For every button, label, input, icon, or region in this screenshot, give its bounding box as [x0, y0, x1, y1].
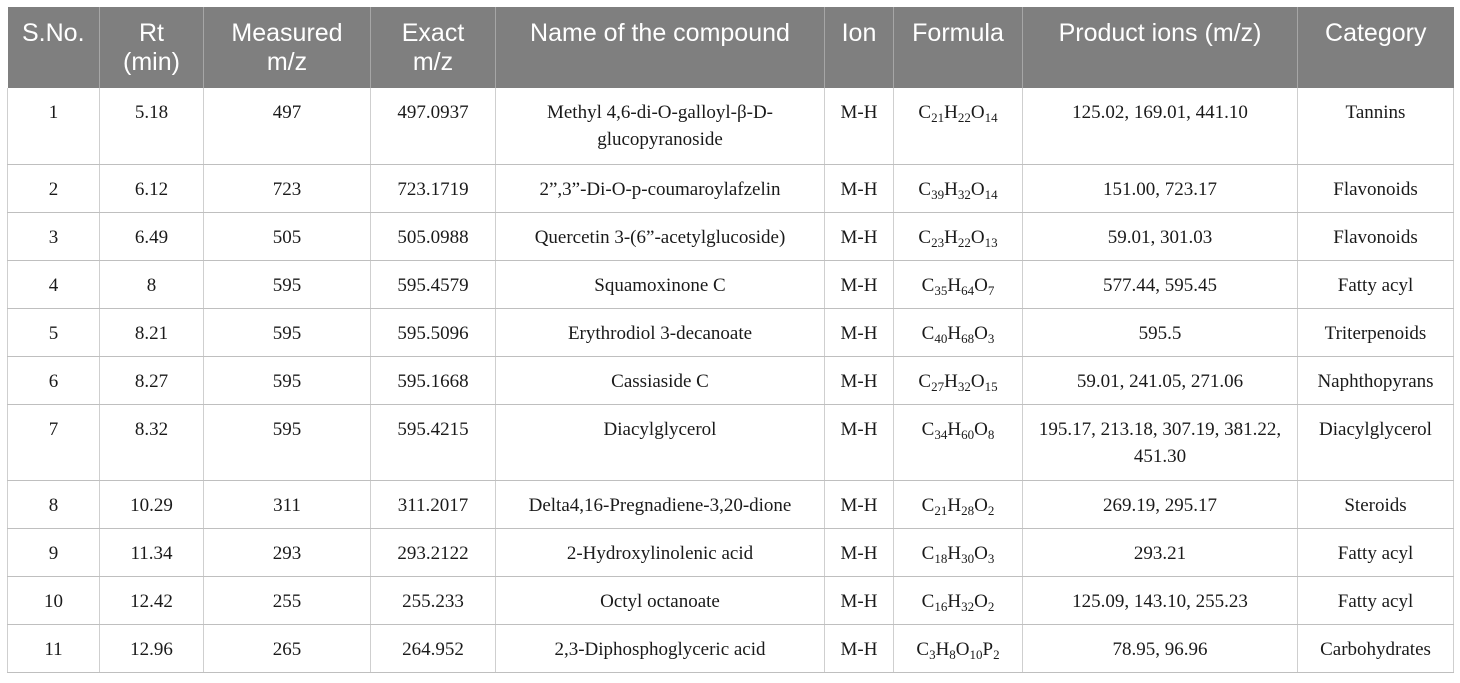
cell-measured: 265: [204, 624, 371, 672]
cell-formula: $C_{16}H_{32}O_2$: [894, 576, 1023, 624]
table-body: [8, 88, 1454, 672]
cell-name: Delta4,16-Pregnadiene-3,20-dione: [496, 480, 825, 528]
col-header-rt: [100, 7, 204, 88]
col-header-exact-line2: m/z: [412, 48, 454, 76]
cell-formula: $C_{39}H_{32}O_{14}$: [894, 164, 1023, 212]
cell-product: 151.00, 723.17: [1023, 164, 1298, 212]
cell-name: 2,3-Diphosphoglyceric acid: [496, 624, 825, 672]
cell-formula: $C_{27}H_{32}O_{15}$: [894, 356, 1023, 404]
cell-ion: M-H: [825, 260, 894, 308]
cell-measured: 595: [204, 260, 371, 308]
cell-exact: 264.952: [371, 624, 496, 672]
cell-category: Steroids: [1298, 480, 1454, 528]
cell-rt: 12.42: [100, 576, 204, 624]
col-header-product: Product ions (m/z): [1023, 7, 1298, 88]
cell-product: 125.02, 169.01, 441.10: [1023, 88, 1298, 164]
table-row: [8, 480, 1454, 528]
cell-measured: 497: [204, 88, 371, 164]
cell-sno: 5: [8, 308, 100, 356]
cell-ion: M-H: [825, 212, 894, 260]
table-row: [8, 88, 1454, 164]
col-header-sno: S.No.: [8, 7, 100, 88]
cell-ion: M-H: [825, 404, 894, 480]
cell-product: 78.95, 96.96: [1023, 624, 1298, 672]
cell-exact: 595.1668: [371, 356, 496, 404]
cell-exact: 723.1719: [371, 164, 496, 212]
cell-ion: M-H: [825, 528, 894, 576]
cell-measured: 595: [204, 356, 371, 404]
cell-sno: 8: [8, 480, 100, 528]
cell-category: Diacylglycerol: [1298, 404, 1454, 480]
cell-product: 195.17, 213.18, 307.19, 381.22, 451.30: [1023, 404, 1298, 480]
col-header-name: Name of the compound: [496, 7, 825, 88]
cell-category: Flavonoids: [1298, 212, 1454, 260]
table-row: [8, 624, 1454, 672]
col-header-measured-line2: m/z: [266, 48, 308, 76]
table-row: [8, 576, 1454, 624]
table-row: [8, 308, 1454, 356]
cell-category: Fatty acyl: [1298, 260, 1454, 308]
col-header-ion: Ion: [825, 7, 894, 88]
cell-name: 2”,3”-Di-O-p-coumaroylafzelin: [496, 164, 825, 212]
cell-rt: 8: [100, 260, 204, 308]
cell-product: 269.19, 295.17: [1023, 480, 1298, 528]
cell-ion: M-H: [825, 356, 894, 404]
cell-category: Flavonoids: [1298, 164, 1454, 212]
cell-name: Squamoxinone C: [496, 260, 825, 308]
col-header-measured-line1: Measured: [231, 19, 343, 47]
cell-product: 577.44, 595.45: [1023, 260, 1298, 308]
cell-exact: 595.4579: [371, 260, 496, 308]
cell-exact: 595.5096: [371, 308, 496, 356]
col-header-formula: Formula: [894, 7, 1023, 88]
cell-rt: 8.32: [100, 404, 204, 480]
cell-rt: 10.29: [100, 480, 204, 528]
cell-exact: 293.2122: [371, 528, 496, 576]
cell-name: Octyl octanoate: [496, 576, 825, 624]
cell-measured: 595: [204, 404, 371, 480]
cell-measured: 255: [204, 576, 371, 624]
cell-product: 59.01, 301.03: [1023, 212, 1298, 260]
cell-product: 125.09, 143.10, 255.23: [1023, 576, 1298, 624]
cell-ion: M-H: [825, 164, 894, 212]
col-header-rt-line1: Rt: [139, 19, 164, 47]
cell-sno: 2: [8, 164, 100, 212]
cell-category: Fatty acyl: [1298, 576, 1454, 624]
cell-measured: 595: [204, 308, 371, 356]
table-row: [8, 260, 1454, 308]
cell-formula: $C_{18}H_{30}O_3$: [894, 528, 1023, 576]
cell-sno: 9: [8, 528, 100, 576]
cell-measured: 723: [204, 164, 371, 212]
cell-exact: 497.0937: [371, 88, 496, 164]
cell-category: Carbohydrates: [1298, 624, 1454, 672]
cell-rt: 8.21: [100, 308, 204, 356]
cell-sno: 1: [8, 88, 100, 164]
cell-name: Erythrodiol 3-decanoate: [496, 308, 825, 356]
cell-sno: 4: [8, 260, 100, 308]
table-row: [8, 212, 1454, 260]
col-header-exact: [371, 7, 496, 88]
cell-ion: M-H: [825, 88, 894, 164]
cell-rt: 11.34: [100, 528, 204, 576]
cell-ion: M-H: [825, 576, 894, 624]
cell-rt: 5.18: [100, 88, 204, 164]
table-row: [8, 164, 1454, 212]
cell-formula: $C_{40}H_{68}O_3$: [894, 308, 1023, 356]
cell-product: 59.01, 241.05, 271.06: [1023, 356, 1298, 404]
cell-ion: M-H: [825, 308, 894, 356]
cell-ion: M-H: [825, 624, 894, 672]
cell-name: Methyl 4,6-di-O-galloyl-β-D-glucopyranoside: [496, 88, 825, 164]
cell-name: 2-Hydroxylinolenic acid: [496, 528, 825, 576]
cell-sno: 11: [8, 624, 100, 672]
cell-rt: 8.27: [100, 356, 204, 404]
cell-formula: $C_3H_8O_{10}P_2$: [894, 624, 1023, 672]
cell-category: Triterpenoids: [1298, 308, 1454, 356]
cell-category: Naphthopyrans: [1298, 356, 1454, 404]
table-row: [8, 528, 1454, 576]
cell-exact: 255.233: [371, 576, 496, 624]
cell-measured: 505: [204, 212, 371, 260]
cell-name: Diacylglycerol: [496, 404, 825, 480]
cell-sno: 7: [8, 404, 100, 480]
cell-exact: 595.4215: [371, 404, 496, 480]
cell-category: Fatty acyl: [1298, 528, 1454, 576]
col-header-exact-line1: Exact: [401, 19, 465, 47]
cell-ion: M-H: [825, 480, 894, 528]
cell-rt: 12.96: [100, 624, 204, 672]
col-header-rt-line2: (min): [123, 48, 180, 76]
cell-product: 293.21: [1023, 528, 1298, 576]
cell-rt: 6.49: [100, 212, 204, 260]
cell-measured: 293: [204, 528, 371, 576]
cell-measured: 311: [204, 480, 371, 528]
cell-name: Cassiaside C: [496, 356, 825, 404]
cell-sno: 6: [8, 356, 100, 404]
cell-rt: 6.12: [100, 164, 204, 212]
compound-table: [7, 7, 1454, 673]
cell-exact: 311.2017: [371, 480, 496, 528]
cell-product: 595.5: [1023, 308, 1298, 356]
cell-formula: $C_{35}H_{64}O_7$: [894, 260, 1023, 308]
cell-name: Quercetin 3-(6”-acetylglucoside): [496, 212, 825, 260]
cell-formula: $C_{21}H_{22}O_{14}$: [894, 88, 1023, 164]
cell-formula: $C_{21}H_{28}O_2$: [894, 480, 1023, 528]
cell-sno: 10: [8, 576, 100, 624]
cell-sno: 3: [8, 212, 100, 260]
table-row: [8, 356, 1454, 404]
col-header-measured: [204, 7, 371, 88]
cell-category: Tannins: [1298, 88, 1454, 164]
cell-exact: 505.0988: [371, 212, 496, 260]
table-row: [8, 404, 1454, 480]
header-row: [8, 7, 1454, 88]
col-header-category: Category: [1298, 7, 1454, 88]
cell-formula: $C_{23}H_{22}O_{13}$: [894, 212, 1023, 260]
cell-formula: $C_{34}H_{60}O_8$: [894, 404, 1023, 480]
